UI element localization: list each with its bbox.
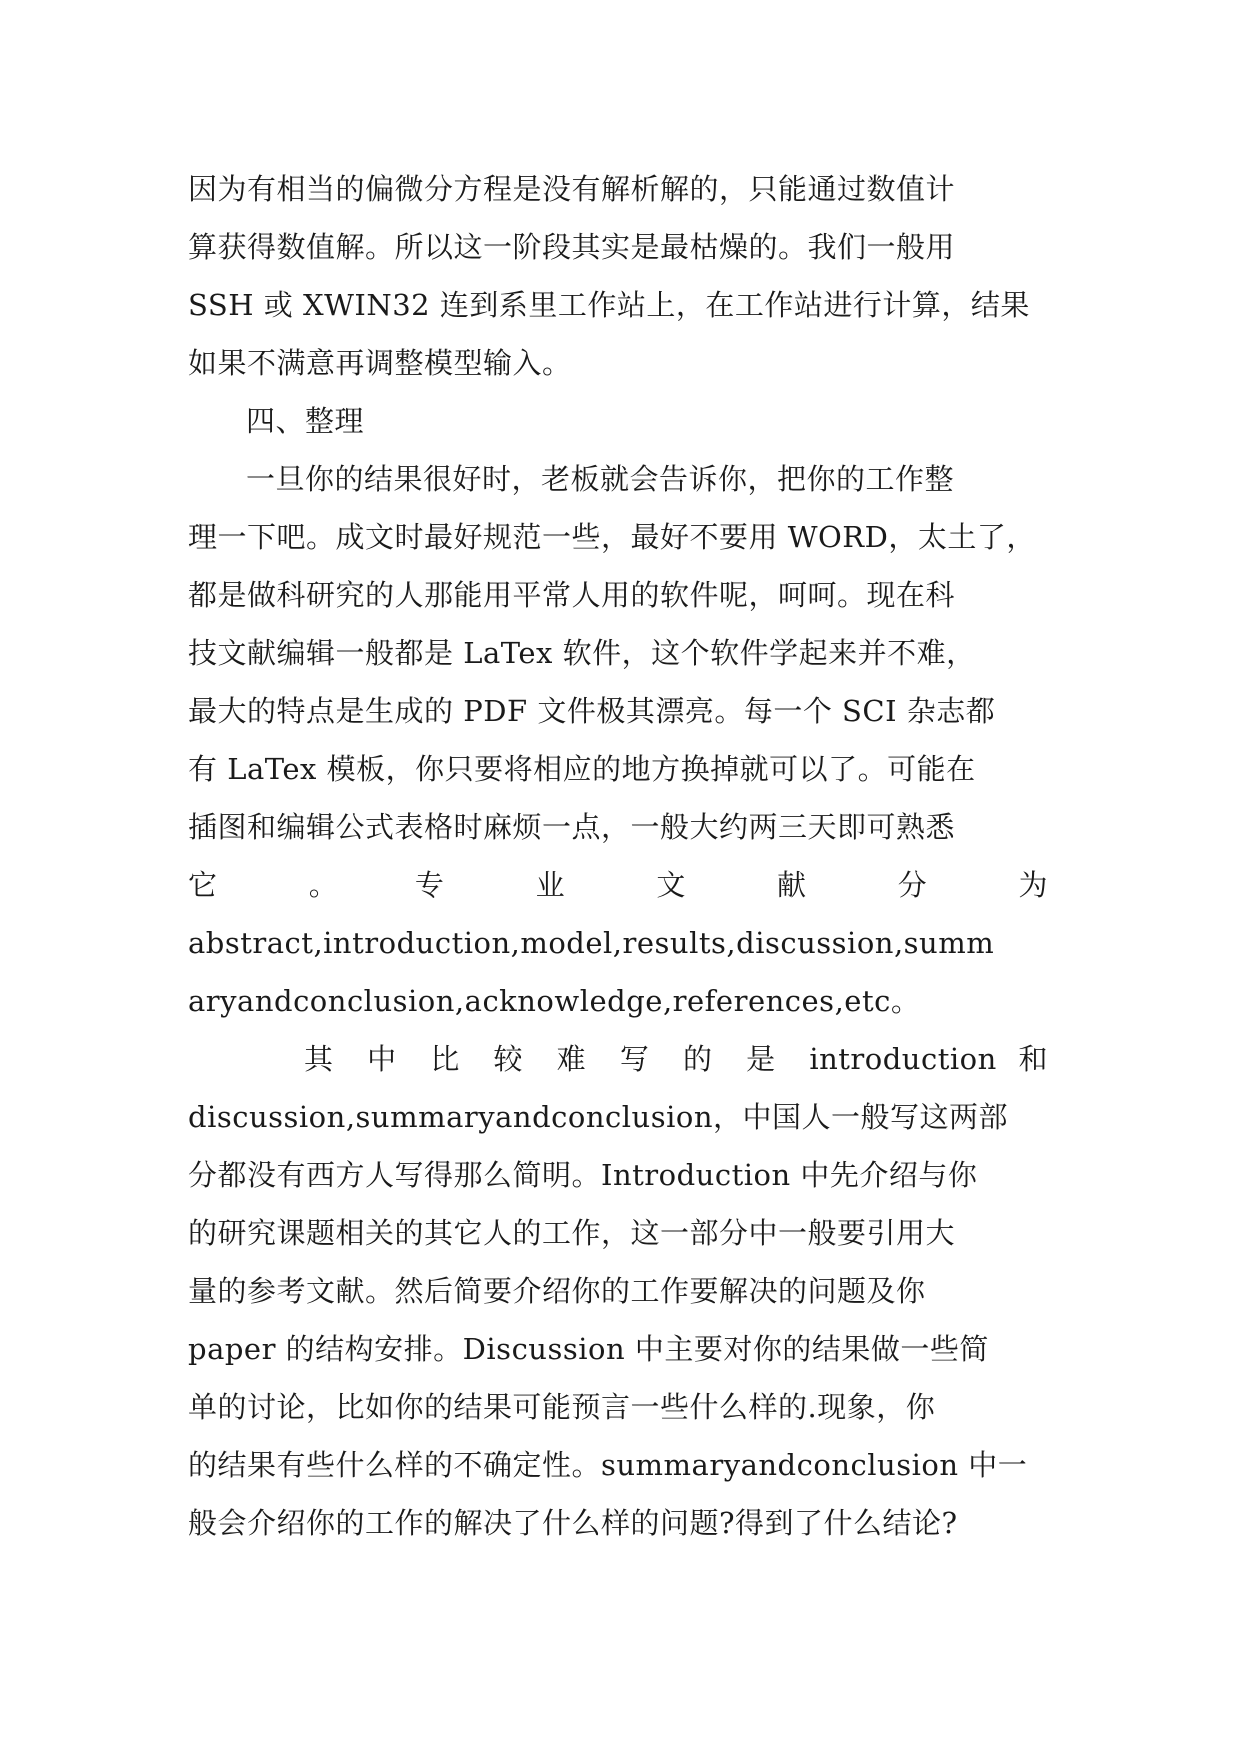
text-line-23: 的结果有些什么样的不确定性。summaryandconclusion 中一 [188, 1448, 1028, 1482]
document-body [188, 160, 1048, 1552]
text-line-12: 插图和编辑公式表格时麻烦一点，一般大约两三天即可熟悉 [188, 810, 956, 844]
text-line-10: 最大的特点是生成的 PDF 文件极其漂亮。每一个 SCI 杂志都 [188, 694, 996, 728]
text-line-16: 其 中 比 较 难 写 的 是 introduction 和 [304, 1042, 1048, 1076]
text-line-19: 的研究课题相关的其它人的工作，这一部分中一般要引用大 [188, 1216, 956, 1250]
text-line-20: 量的参考文献。然后简要介绍你的工作要解决的问题及你 [188, 1274, 926, 1308]
text-line-9: 技文献编辑一般都是 LaTex 软件，这个软件学起来并不难， [188, 636, 976, 670]
text-line-11: 有 LaTex 模板，你只要将相应的地方换掉就可以了。可能在 [188, 752, 976, 786]
text-line-13: 它 。 专 业 文 献 分 为 [188, 868, 1048, 902]
section-heading: 四、整理 [246, 404, 365, 438]
text-line-2: 算获得数值解。所以这一阶段其实是最枯燥的。我们一般用 [188, 230, 956, 264]
text-line-24: 般会介绍你的工作的解决了什么样的问题?得到了什么结论? [188, 1506, 958, 1540]
text-line-7: 理一下吧。成文时最好规范一些，最好不要用 WORD，太土了， [188, 520, 1036, 554]
text-line-3: SSH 或 XWIN32 连到系里工作站上，在工作站进行计算，结果 [188, 288, 1030, 322]
text-line-4: 如果不满意再调整模型输入。 [188, 346, 572, 380]
text-line-6: 一旦你的结果很好时，老板就会告诉你，把你的工作整 [246, 462, 955, 496]
text-line-22: 单的讨论，比如你的结果可能预言一些什么样的.现象，你 [188, 1390, 936, 1424]
text-line-15: aryandconclusion,acknowledge,references,etc。 [188, 984, 921, 1018]
text-line-18: 分都没有西方人写得那么简明。Introduction 中先介绍与你 [188, 1158, 978, 1192]
text-line-14: abstract,introduction,model,results,discussion,summ [188, 926, 995, 960]
text-line-17: discussion,summaryandconclusion，中国人一般写这两部 [188, 1100, 1009, 1134]
text-line-21: paper 的结构安排。Discussion 中主要对你的结果做一些简 [188, 1332, 989, 1366]
text-line-8: 都是做科研究的人那能用平常人用的软件呢，呵呵。现在科 [188, 578, 956, 612]
text-line-1: 因为有相当的偏微分方程是没有解析解的，只能通过数值计 [188, 172, 956, 206]
